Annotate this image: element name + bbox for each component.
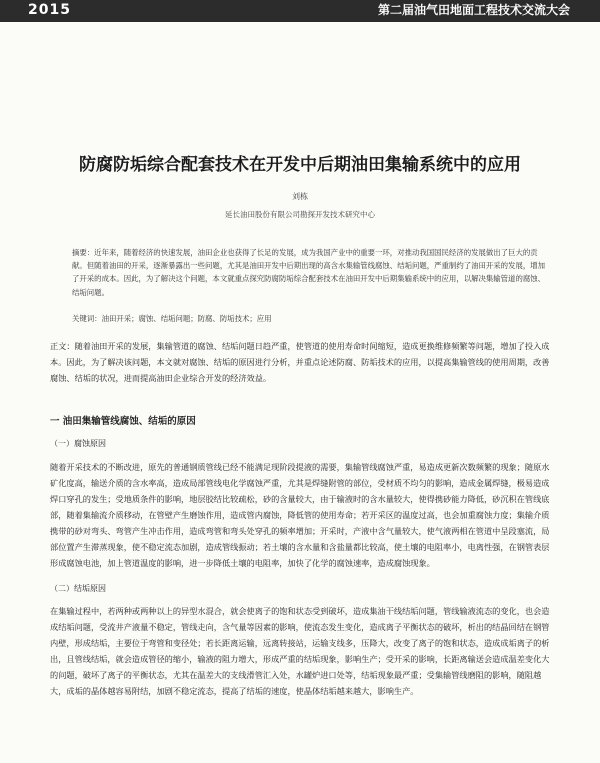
subsection-heading-scaling: （二）结垢原因 bbox=[50, 584, 106, 593]
scaling-text: 在集输过程中，若两种或两种以上的异型水混合，就会使离子的饱和状态受到破坏，造成集油干线结垢问题，管线输液流态的变化，也会造成结垢问题，受流井产液量不稳定，管线走向，含气量等因素的影响，使流态发生变化，造成离子平衡状态的破坏，析出的结晶回结在钢管内壁，形成结垢，主要位于弯管和变径处；若长距离运输，远离转接站，运输支线多，压降大，改变了离子的饱和状态，造成成垢离子的析出，且管线结垢，就会造成管径的缩小，输液的阻力增大，形成严重的结垢现象，影响生产；受开采的影响，长距离输送会造成温差变化大的问题，破坏了离子的平衡状态，尤其在温差大的支线滑管汇入处，水罐炉进口处等，结垢现象最严重；受集输管线磨阻的影响，随阻越大，成垢的晶体越容易附结，加剧不稳定流态，提高了结垢的速度，使晶体结垢越来越大，影响生产。 bbox=[50, 606, 550, 696]
section-heading-1: 一 油田集输管线腐蚀、结垢的原因 bbox=[50, 416, 196, 427]
scaling-paragraph bbox=[50, 603, 550, 699]
corrosion-text: 随着开采技术的不断改进，原先的普通钢质管线已经不能满足现阶段提液的需要，集输管线腐蚀严重，易造成更新次数频繁的现象；随原水矿化度高，输送介质的含水率高，造成局部管线电化学腐蚀严重，尤其是焊缝附管的部位，受材质不均匀的影响，造成金属焊缝，极易造成焊口穿孔的发生；受地质条件的影响，地层胶结比较疏松，砂的含量较大，由于输液时的含水量较大，使得携砂能力降低，砂沉积在管线底部，随着集输流介质移动，在管壁产生磨蚀作用，造成管内腐蚀，降低管的使用寿命；若开采区的温度过高，也会加重腐蚀力度；集输介质携带的砂对弯头、弯管产生冲击作用，造成弯管和弯头处穿孔的频率增加；开采时，产液中含气量较大，使气液两相在管道中呈段塞流，局部位置产生滞蒸现象，使不稳定流态加剧，造成管线振动；若土壤的含水量和含盐量都比较高，使土壤的电阻率小，电离性强，在钢管表层形成腐蚀电池，加上管道温度的影响，进一步降低土壤的电阻率，加快了化学的腐蚀速率，造成腐蚀现象。 bbox=[50, 462, 550, 568]
header-year: 2015 bbox=[28, 2, 71, 18]
subsection-heading-corrosion: （一）腐蚀原因 bbox=[50, 439, 106, 448]
paper-author: 刘栋 bbox=[292, 192, 308, 201]
paper-keywords: 关键词：油田开采；腐蚀、结垢问题；防腐、防垢技术；应用 bbox=[72, 314, 272, 323]
paper-affiliation: 延长油田股份有限公司勘探开发技术研究中心 bbox=[225, 210, 375, 219]
paper-abstract bbox=[72, 246, 546, 299]
journal-header-bar bbox=[0, 0, 600, 22]
abstract-text: 摘要：近年来，随着经济的快速发展，油田企业也获得了长足的发展，成为我国产业中的重要一环，对推动我国国民经济的发展做出了巨大的贡献。但随着油田的开采，逐渐暴露出一些问题，尤其是油田开发中后期出现的高含水集输管线腐蚀、结垢问题，严重制约了油田开采的发展，增加了开采的成本。因此，为了解决这个问题，本文就重点探究防腐防垢综合配套技术在油田开发中后期集输系统中的应用，以解决集输管道的腐蚀、结垢问题。 bbox=[72, 248, 546, 297]
header-journal-name: 第二届油气田地面工程技术交流大会 bbox=[377, 3, 570, 17]
paper-title: 防腐防垢综合配套技术在开发中后期油田集输系统中的应用 bbox=[79, 155, 521, 175]
intro-paragraph bbox=[50, 338, 550, 386]
corrosion-paragraph bbox=[50, 459, 550, 571]
intro-text: 正文：随着油田开采的发展，集输管道的腐蚀、结垢问题日趋严重，使管道的使用寿命时间缩短，造成更换维修频繁等问题，增加了投入成本。因此，为了解决该问题，本文就对腐蚀、结垢的原因进行分析，并重点论述防腐、防垢技术的应用，以提高集输管线的使用周期，改善腐蚀、结垢的状况，进而提高油田企业综合开发的经济效益。 bbox=[50, 341, 550, 383]
